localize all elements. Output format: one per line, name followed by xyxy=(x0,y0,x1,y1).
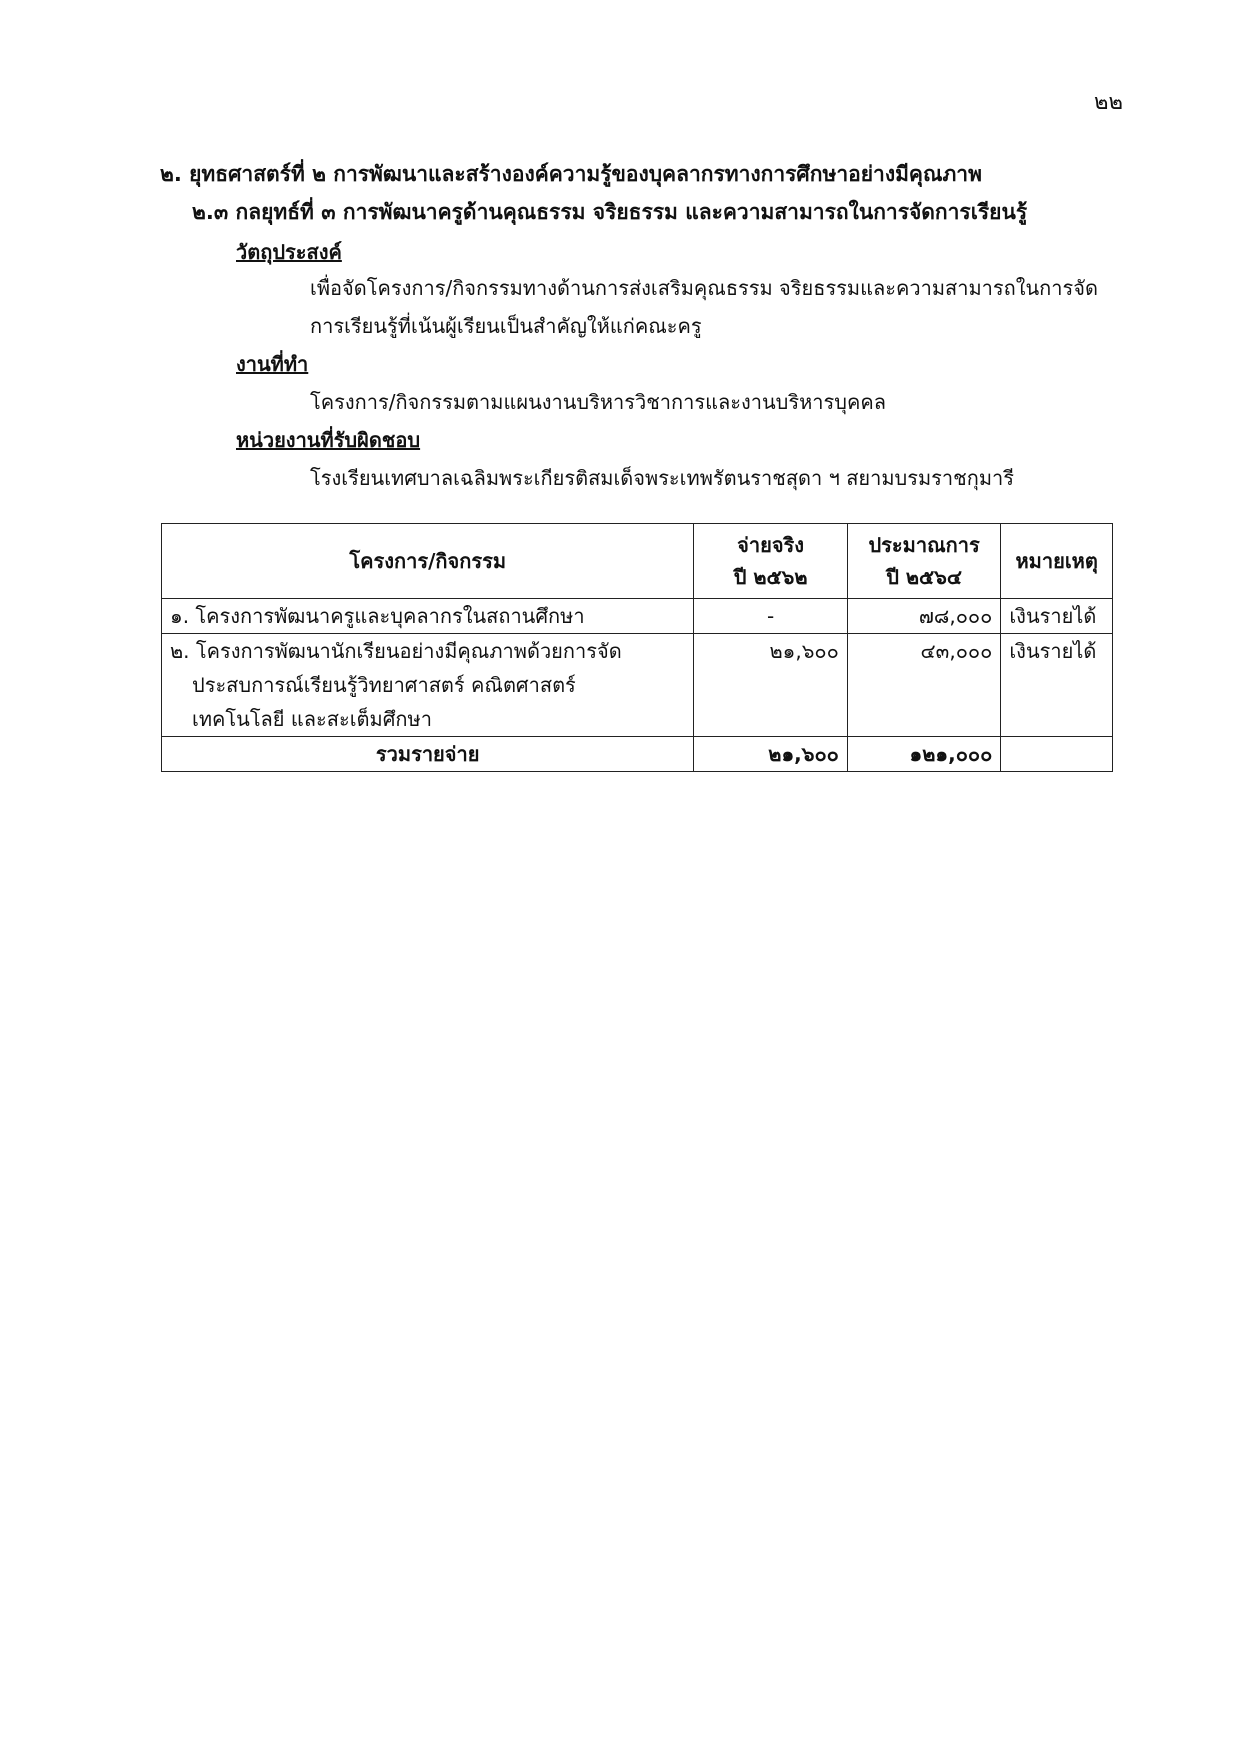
row1-budget: ๗๘,๐๐๐ xyxy=(847,599,1000,634)
row2-actual: ๒๑,๖๐๐ xyxy=(694,634,847,737)
row2-project-line2: ประสบการณ์เรียนรู้วิทยาศาสตร์ คณิตศาสตร์ xyxy=(192,673,576,697)
header-budget xyxy=(847,524,1000,599)
total-label: รวมรายจ่าย xyxy=(162,737,694,772)
objective-line-2: การเรียนรู้ที่เน้นผู้เรียนเป็นสำคัญให้แก่คณะครู xyxy=(310,314,702,338)
page-number: ๒๒ xyxy=(1093,90,1123,115)
header-budget-line2: ปี ๒๕๖๔ xyxy=(886,565,962,589)
row1-note: เงินรายได้ xyxy=(1001,599,1113,634)
total-row xyxy=(162,737,1113,772)
objective-line-1: เพื่อจัดโครงการ/กิจกรรมทางด้านการส่งเสริมคุณธรรม จริยธรรมและความสามารถในการจัด xyxy=(310,276,1098,300)
total-note xyxy=(1001,737,1113,772)
tactic-heading: ๒.๓ กลยุทธ์ที่ ๓ การพัฒนาครูด้านคุณธรรม จริยธรรม และความสามารถในการจัดการเรียนรู้ xyxy=(192,200,1028,224)
objective-label: วัตถุประสงค์ xyxy=(236,240,342,264)
table-header-row xyxy=(162,524,1113,599)
header-project: โครงการ/กิจกรรม xyxy=(162,524,694,599)
header-actual-line1: จ่ายจริง xyxy=(737,533,805,557)
tasks-text: โครงการ/กิจกรรมตามแผนงานบริหารวิชาการและงานบริหารบุคคล xyxy=(310,390,886,414)
responsible-text: โรงเรียนเทศบาลเฉลิมพระเกียรติสมเด็จพระเทพรัตนราชสุดา ฯ สยามบรมราชกุมารี xyxy=(310,466,1014,490)
total-budget: ๑๒๑,๐๐๐ xyxy=(847,737,1000,772)
row1-actual: - xyxy=(694,599,847,634)
table-row xyxy=(162,634,1113,737)
header-note: หมายเหตุ xyxy=(1001,524,1113,599)
row1-project xyxy=(162,599,694,634)
table-row xyxy=(162,599,1113,634)
row2-project xyxy=(162,634,694,737)
row2-budget: ๔๓,๐๐๐ xyxy=(847,634,1000,737)
responsible-label: หน่วยงานที่รับผิดชอบ xyxy=(236,428,421,452)
row1-project-line1: ๑. โครงการพัฒนาครูและบุคลากรในสถานศึกษา xyxy=(170,604,585,628)
row2-note: เงินรายได้ xyxy=(1001,634,1113,737)
row2-project-line1: ๒. โครงการพัฒนานักเรียนอย่างมีคุณภาพด้วยการจัด xyxy=(170,639,622,663)
budget-table xyxy=(161,523,1113,772)
header-actual xyxy=(694,524,847,599)
tasks-label: งานที่ทำ xyxy=(236,352,309,376)
total-actual: ๒๑,๖๐๐ xyxy=(694,737,847,772)
header-actual-line2: ปี ๒๕๖๒ xyxy=(733,565,808,589)
strategy-heading: ๒. ยุทธศาสตร์ที่ ๒ การพัฒนาและสร้างองค์ความรู้ของบุคลากรทางการศึกษาอย่างมีคุณภาพ xyxy=(160,162,982,186)
row2-project-line3: เทคโนโลยี และสะเต็มศึกษา xyxy=(192,707,432,731)
header-budget-line1: ประมาณการ xyxy=(868,533,980,557)
